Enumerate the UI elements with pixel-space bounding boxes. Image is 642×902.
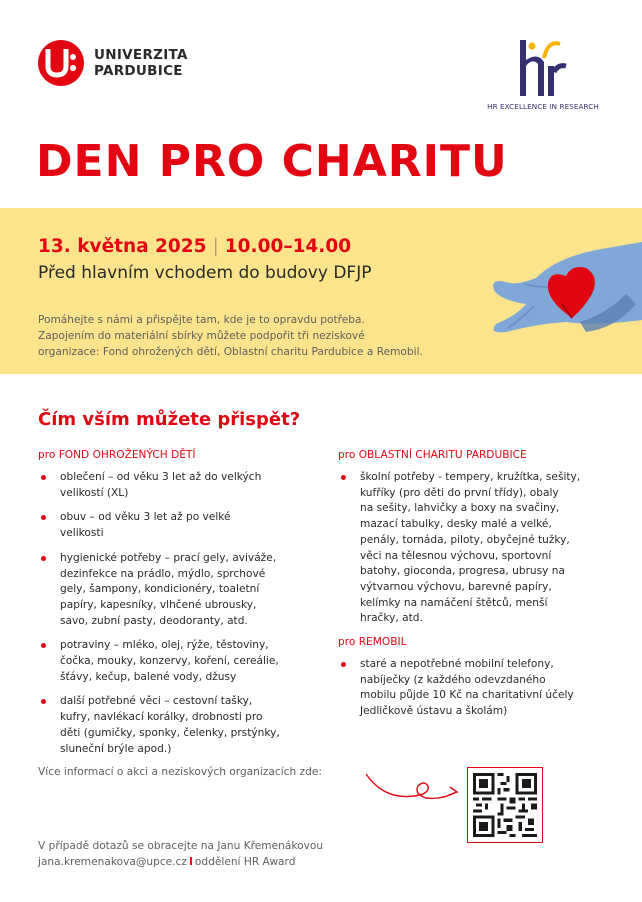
intro-line: organizace: Fond ohrožených dětí, Oblastní charitu Pardubice a Remobil. [38,346,423,358]
list-item-line: dezinfekce na prádlo, mýdlo, sprchové [60,567,266,580]
list-item-line: kufry, navlékací korálky, drobnosti pro [60,711,263,724]
contact-line: V případě dotazů se obracejte na Janu Křemenákovou [38,840,324,852]
list-item [38,470,328,501]
event-time: 10.00–14.00 [224,236,352,257]
university-name [94,47,188,79]
event-date: 13. května 2025 [38,236,207,257]
hand-with-heart-icon [476,224,642,360]
list-item [38,551,328,630]
list-item-line: batohy, gioconda, progresa, ubrusy na [360,565,566,578]
fond-heading: pro FOND OHROŽENÝCH DĚTÍ [38,449,196,461]
list-item-line: oblečení – od věku 3 let až do velkých [60,471,262,483]
qr-code-icon [473,773,537,837]
list-item-line: další potřebné věci – cestovní tašky, [60,695,253,708]
hr-excellence-logo [480,36,606,111]
list-item-line: potraviny – mléko, olej, rýže, těstoviny, [60,639,269,652]
event-date-time [38,236,351,257]
hr-excellence-logo-icon [518,36,568,98]
list-item-line: savo, zubní pasty, deodoranty, atd. [60,614,248,627]
qr-code[interactable] [467,767,543,843]
list-item-line: kelímky na namáčení štětců, menší [360,596,548,609]
list-item-line: sluneční brýle apod.) [60,742,172,755]
list-item-line: čočka, mouky, konzervy, koření, cereálie, [60,655,279,668]
list-item [338,470,608,627]
list-item-line: gely, šampony, kondicionéry, toaletní [60,583,260,596]
list-item-line: kufříky (pro děti do první třídy), obaly [360,486,559,499]
contact-separator: I [188,856,193,868]
list-item [38,638,328,685]
fond-column [38,449,328,766]
intro-line: Pomáhejte s námi a přispějte tam, kde je to opravdu potřeba. [38,314,365,326]
list-item-line: staré a nepotřebné mobilní telefony, [360,658,554,671]
list-item-line: mazací tabulky, desky malé a velké, [360,518,552,531]
contact-department: oddělení HR Award [194,856,296,868]
list-item [38,694,328,757]
contact-line-2 [38,854,323,870]
list-item-line: hračky, atd. [360,612,423,625]
list-item [38,510,328,541]
contact-email[interactable]: jana.kremenakova@upce.cz [38,856,187,868]
more-info-text: Více informací o akci a neziskových organizacích zde: [38,766,322,778]
charita-heading: pro OBLASTNÍ CHARITU PARDUBICE [338,449,527,461]
list-item-line: na sešity, lahvičky a boxy na svačiny, [360,502,560,515]
list-item-line: mobilu půjde 10 Kč na charitativní účely [360,689,574,702]
fond-list [38,470,328,757]
list-item-line: papíry, kapesníky, vlhčené ubrousky, [60,598,257,611]
list-item-line: hygienické potřeby – prací gely, aviváže, [60,551,277,564]
list-item-line: školní potřeby - tempery, kružítka, sešity, [360,471,581,483]
charita-column [338,449,608,729]
page-title: DEN PRO CHARITU [36,136,508,187]
list-item-line: nabíječky (z každého odevzdaného [360,673,546,686]
intro-line: Zapojením do materiální sbírky můžete podpořit tři neziskové [38,330,365,342]
university-name-line2: PARDUBICE [94,63,183,79]
remobil-heading: pro REMOBIL [338,636,407,649]
list-item-line: Jedličkově ústavu a školám) [360,705,508,718]
date-separator: | [212,236,219,257]
event-place: Před hlavním vchodem do budovy DFJP [38,263,372,283]
hr-caption: HR EXCELLENCE IN RESEARCH [487,102,599,111]
contact-info [38,838,323,870]
university-pardubice-logo-icon [38,40,84,86]
event-intro [38,312,488,360]
university-name-line1: UNIVERZITA [94,47,188,63]
curly-arrow-icon [364,770,462,810]
list-item-line: věci na tělesnou výchovu, sportovní [360,549,552,562]
charita-list [338,470,608,627]
remobil-list [338,657,608,720]
contribute-heading: Čím vším můžete přispět? [38,409,301,430]
list-item-line: penály, tornáda, piloty, obyčejné tužky, [360,533,570,546]
list-item-line: obuv – od věku 3 let až po velké [60,511,231,524]
list-item-line: šťávy, kečup, balené vody, džusy [60,670,237,683]
university-logo [38,40,188,86]
list-item-line: velikostí (XL) [60,486,129,499]
list-item [338,657,608,720]
list-item-line: velikosti [60,527,104,540]
list-item-line: děti (gumičky, sponky, čelenky, prstýnky, [60,726,280,739]
list-item-line: výtvarnou výchovu, barevné papíry, [360,580,552,593]
